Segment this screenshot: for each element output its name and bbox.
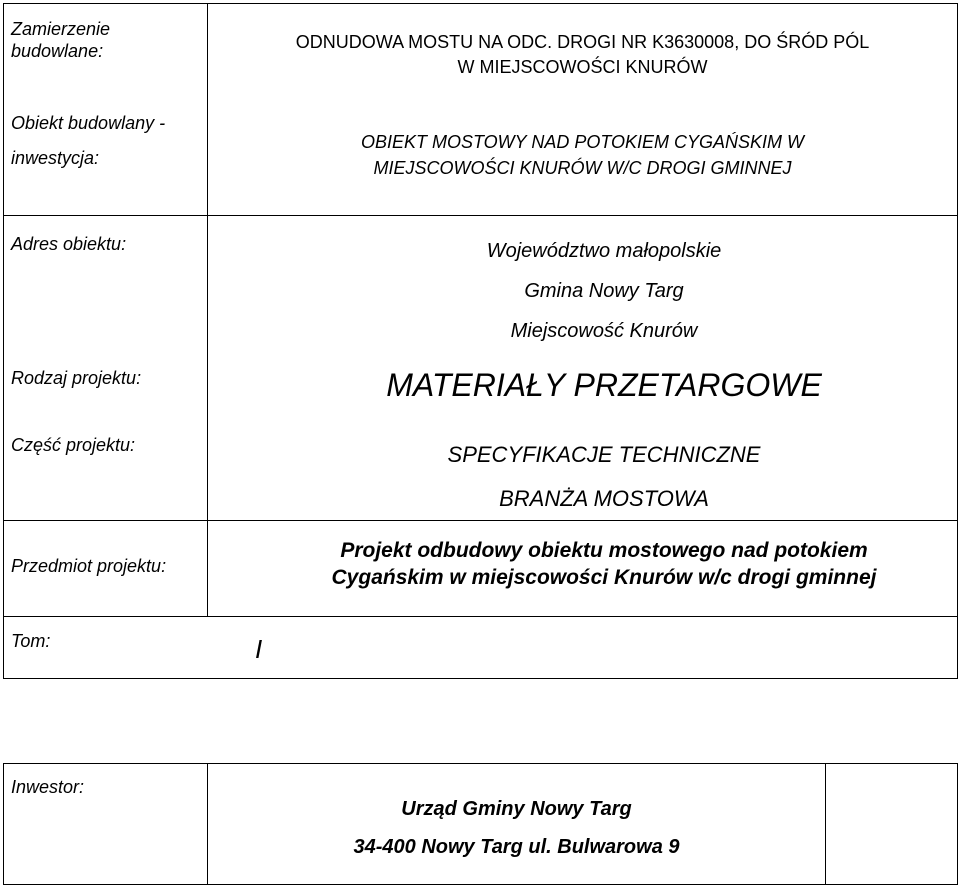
tom-label: Tom: xyxy=(11,631,51,651)
top-table-bottom-border xyxy=(3,678,958,679)
row-divider-adres xyxy=(3,215,958,216)
zamierzenie-value: ODNUDOWA MOSTU NA ODC. DROGI NR K3630008, DO ŚRÓD PÓL W MIEJSCOWOŚCI KNURÓW xyxy=(295,32,870,77)
tom-value: I xyxy=(255,634,263,664)
czesc-label: Część projektu: xyxy=(11,435,136,455)
zamierzenie-label: Zamierzenie budowlane: xyxy=(11,19,111,61)
bottom-column-divider-right xyxy=(825,763,826,885)
bottom-right-border xyxy=(957,763,958,885)
obiekt-value: OBIEKT MOSTOWY NAD POTOKIEM CYGAŃSKIM W MIEJSCOWOŚCI KNURÓW W/C DROGI GMINNEJ xyxy=(360,132,805,178)
czesc-value: SPECYFIKACJE TECHNICZNE BRANŻA MOSTOWA xyxy=(447,442,761,511)
bottom-table-bottom-border xyxy=(3,884,958,885)
bottom-table-top-border xyxy=(3,763,958,764)
inwestor-value: Urząd Gminy Nowy Targ 34-400 Nowy Targ ul. Bulwarowa 9 xyxy=(353,798,680,858)
adres-value: Województwo małopolskie Gmina Nowy Targ Miejscowość Knurów xyxy=(486,240,722,342)
rodzaj-label: Rodzaj projektu: xyxy=(11,368,142,388)
przedmiot-value: Projekt odbudowy obiektu mostowego nad potokiem Cygańskim w miejscowości Knurów w/c drogi gminnej xyxy=(331,539,877,589)
bottom-left-border xyxy=(3,763,4,885)
adres-label: Adres obiektu: xyxy=(11,234,127,254)
przedmiot-label: Przedmiot projektu: xyxy=(11,556,167,576)
row-divider-tom xyxy=(3,616,958,617)
inwestor-label: Inwestor: xyxy=(11,777,85,797)
top-border xyxy=(3,3,958,4)
obiekt-label: Obiekt budowlany - inwestycja: xyxy=(11,113,166,168)
left-border xyxy=(3,3,4,679)
rodzaj-value: MATERIAŁY PRZETARGOWE xyxy=(386,367,822,403)
